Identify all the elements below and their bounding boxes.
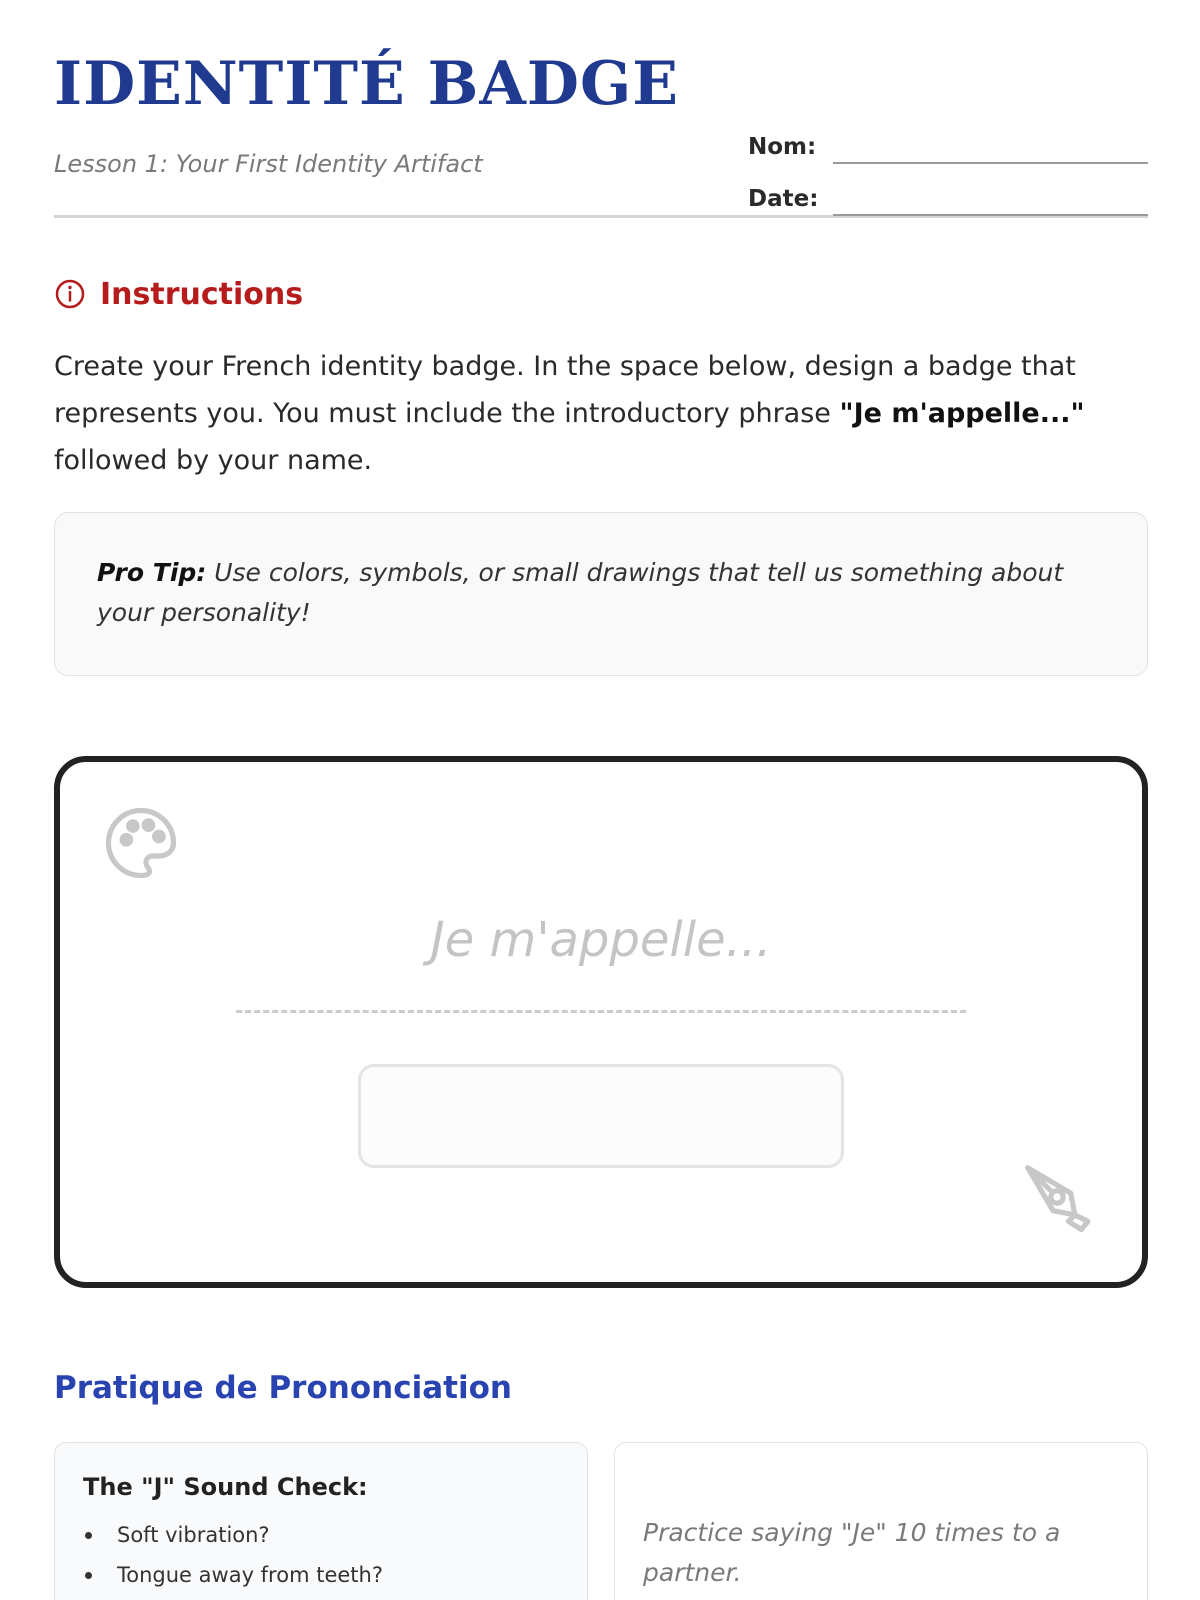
sound-check-list [83,1515,559,1595]
lesson-subtitle: Lesson 1: Your First Identity Artifact [54,150,483,178]
badge-dashed-line [236,1010,966,1013]
badge-drawing-area[interactable] [54,756,1148,1288]
date-label: Date: [748,186,819,212]
pro-tip-box [54,512,1148,676]
list-item: Tongue away from teeth? [83,1555,559,1595]
worksheet-header [54,50,1148,218]
badge-phrase: Je m'appelle... [430,912,772,968]
sound-check-card [54,1442,588,1600]
sound-check-title: The "J" Sound Check: [83,1473,368,1501]
pro-tip-text: Use colors, symbols, or small drawings that tell us something about your personality! [97,558,1064,627]
palette-icon [102,804,180,882]
instructions-text [54,343,1148,484]
instructions-text-start: Create your French identity badge. In the space below, design a badge that represents you. You must include the introductory phrase [54,351,1076,429]
page-title: IDENTITÉ BADGE [54,49,679,119]
list-item: Soft vibration? [83,1515,559,1555]
date-line[interactable] [833,214,1148,216]
nom-line[interactable] [833,162,1148,164]
instructions-heading-label: Instructions [100,276,304,312]
instructions-heading [54,274,303,314]
instructions-phrase: "Je m'appelle..." [839,398,1085,429]
instructions-text-end: followed by your name. [54,445,373,476]
nom-label: Nom: [748,134,817,160]
badge-name-box[interactable] [358,1064,844,1168]
pronunciation-section-title: Pratique de Prononciation [54,1370,512,1406]
pen-nib-icon [1018,1158,1096,1236]
info-circle-icon [54,278,86,310]
practice-card [614,1442,1148,1600]
practice-note: Practice saying "Je" 10 times to a partner. [643,1518,1061,1587]
date-field[interactable] [748,176,1148,216]
nom-field[interactable] [748,124,1148,164]
pro-tip-label: Pro Tip: [97,558,207,587]
